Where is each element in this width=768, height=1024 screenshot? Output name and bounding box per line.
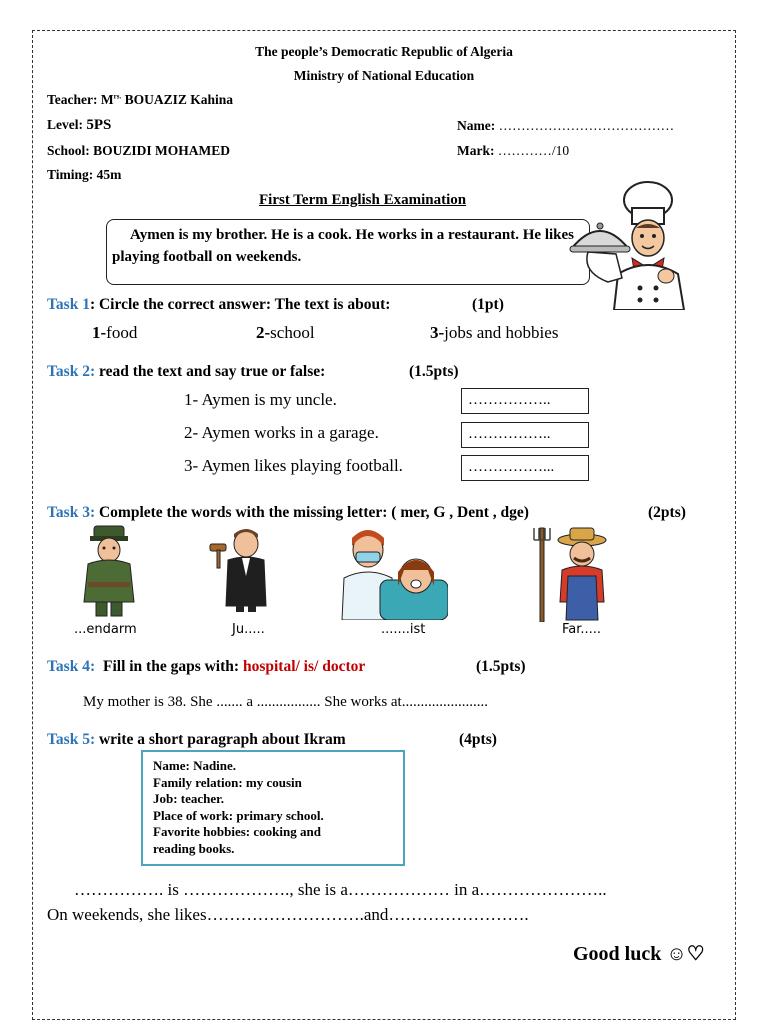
word-gendarm[interactable]: ...endarm	[74, 622, 137, 637]
teacher-name: BOUAZIZ Kahina	[124, 92, 234, 107]
option-number: 1-	[92, 323, 107, 342]
task2-statement-3: 3- Aymen likes playing football.	[184, 456, 403, 475]
option-number: 3-	[430, 323, 445, 342]
paragraph-line-1[interactable]: ……………. is ………………., she is a……………… in a…………………..	[74, 880, 607, 899]
task2-answer-1[interactable]: ……………..	[461, 388, 589, 414]
exam-title: First Term English Examination	[259, 192, 467, 208]
info-line: Name: Nadine.	[153, 758, 237, 773]
task3-label: Task 3:	[47, 504, 96, 521]
teacher-title-sup: rs.	[113, 92, 122, 101]
task2-answer-3[interactable]: ……………...	[461, 455, 589, 481]
task4-points: (1.5pts)	[476, 658, 526, 675]
dentist-picture	[336, 526, 448, 620]
mark-field[interactable]: …………/10	[497, 143, 570, 158]
info-line: Family relation: my cousin	[153, 774, 302, 790]
info-line: Job: teacher.	[153, 791, 225, 806]
task5-points: (4pts)	[459, 731, 497, 748]
info-box	[141, 750, 405, 866]
story-text	[112, 224, 582, 268]
school-line	[47, 143, 230, 159]
task5-instruction	[47, 731, 346, 749]
task3-instruction	[47, 504, 529, 522]
task1-label: Task 1	[47, 296, 90, 313]
task5-text: write a short paragraph about Ikram	[98, 731, 346, 748]
mark-line	[457, 143, 569, 159]
option-number: 2-	[256, 323, 271, 342]
task3-points: (2pts)	[648, 504, 686, 521]
name-line	[457, 118, 674, 134]
teacher-label: Teacher:	[47, 92, 98, 107]
mark-label: Mark:	[457, 143, 495, 158]
task2-statement-2: 2- Aymen works in a garage.	[184, 423, 379, 442]
task2-statement-1: 1- Aymen is my uncle.	[184, 390, 337, 409]
level-value: 5PS	[86, 117, 112, 133]
farmer-picture	[532, 524, 618, 622]
school-label: School:	[47, 143, 90, 158]
word-judge[interactable]: Ju.....	[232, 622, 265, 637]
task4-instruction	[47, 658, 365, 676]
timing: Timing: 45m	[47, 167, 122, 182]
task4-sentence[interactable]: My mother is 38. She ....... a ................. She works at.......................	[83, 694, 488, 710]
task4-words: hospital/ is/ doctor	[242, 658, 366, 675]
gendarme-picture	[74, 524, 144, 618]
name-label: Name:	[457, 118, 496, 133]
option-text: food	[106, 323, 138, 342]
task2-answer-2[interactable]: ……………..	[461, 422, 589, 448]
task2-text: read the text and say true or false:	[98, 363, 326, 380]
task1-option-3[interactable]	[430, 323, 558, 343]
task1-option-1[interactable]	[92, 323, 137, 343]
task1-text: : Circle the correct answer: The text is about:	[89, 296, 391, 313]
option-text: jobs and hobbies	[444, 323, 559, 342]
task2-points: (1.5pts)	[409, 363, 459, 380]
teacher-line	[47, 92, 233, 108]
task3-text: Complete the words with the missing letter: ( mer, G , Dent , dge)	[98, 504, 529, 521]
country-title: The people’s Democratic Republic of Algeria	[255, 44, 513, 59]
level-line	[47, 117, 111, 134]
option-text: school	[270, 323, 315, 342]
task5-label: Task 5:	[47, 731, 96, 748]
task1-option-2[interactable]	[256, 323, 315, 343]
task2-label: Task 2:	[47, 363, 96, 380]
task4-text: Fill in the gaps with	[102, 658, 234, 675]
teacher-title: M	[100, 92, 114, 107]
word-dentist[interactable]: .......ist	[381, 622, 426, 637]
paragraph-line-2[interactable]: On weekends, she likes……………………….and…………………….	[47, 905, 529, 924]
info-line: reading books.	[153, 840, 235, 856]
task1-points: (1pt)	[472, 296, 504, 313]
good-luck: Good luck ☺♡	[573, 943, 705, 965]
level-label: Level:	[47, 117, 83, 132]
task4-label: Task 4:	[47, 658, 96, 675]
task2-instruction	[47, 363, 325, 381]
word-farmer[interactable]: Far.....	[562, 622, 602, 637]
school-value: BOUZIDI MOHAMED	[93, 143, 231, 158]
name-field[interactable]: …………………………………	[498, 118, 675, 133]
story-content: Aymen is my brother. He is a cook. He works in a restaurant. He likes playing football on weekends.	[112, 227, 575, 265]
info-line: Place of work: primary school.	[153, 807, 324, 823]
chef-illustration	[566, 178, 706, 310]
ministry-title: Ministry of National Education	[293, 68, 475, 83]
info-line: Favorite hobbies: cooking and	[153, 824, 321, 839]
task4-colon: :	[233, 658, 240, 675]
judge-picture	[206, 526, 276, 612]
task1-instruction	[47, 296, 390, 314]
